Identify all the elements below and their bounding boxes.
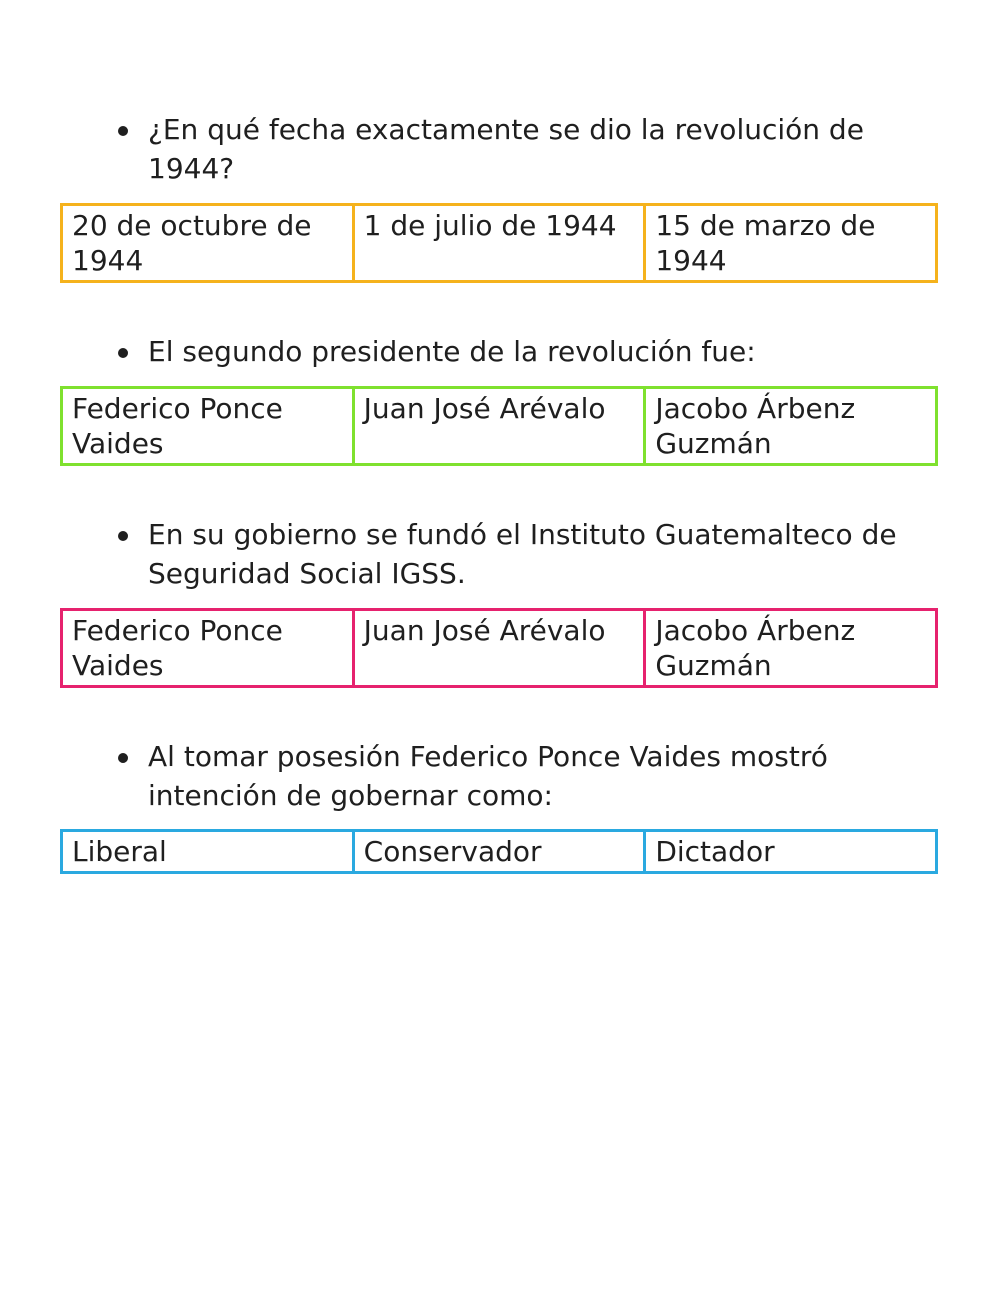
question-4-option-3[interactable]: Dictador	[645, 831, 937, 873]
question-4-option-2[interactable]: Conservador	[353, 831, 645, 873]
bullet-icon	[118, 126, 128, 136]
question-1-option-2[interactable]: 1 de julio de 1944	[353, 205, 645, 282]
question-3-text: En su gobierno se fundó el Instituto Guatemalteco de Seguridad Social IGSS.	[148, 518, 897, 590]
question-1-options	[60, 203, 938, 283]
question-3-option-1[interactable]: Federico Ponce Vaides	[62, 610, 354, 687]
question-3-option-2[interactable]: Juan José Arévalo	[353, 610, 645, 687]
question-2-option-1[interactable]: Federico Ponce Vaides	[62, 388, 354, 465]
question-2-option-3[interactable]: Jacobo Árbenz Guzmán	[645, 388, 937, 465]
question-1-option-3[interactable]: 15 de marzo de 1944	[645, 205, 937, 282]
bullet-icon	[118, 348, 128, 358]
question-2-text: El segundo presidente de la revolución fue:	[148, 335, 756, 368]
question-2-options	[60, 386, 938, 466]
bullet-icon	[118, 753, 128, 763]
bullet-icon	[118, 531, 128, 541]
question-1-text: ¿En qué fecha exactamente se dio la revolución de 1944?	[148, 113, 864, 185]
question-1-option-1[interactable]: 20 de octubre de 1944	[62, 205, 354, 282]
question-4-options	[60, 829, 938, 874]
question-3-option-3[interactable]: Jacobo Árbenz Guzmán	[645, 610, 937, 687]
question-2-option-2[interactable]: Juan José Arévalo	[353, 388, 645, 465]
question-3-options	[60, 608, 938, 688]
question-4-text: Al tomar posesión Federico Ponce Vaides mostró intención de gobernar como:	[148, 740, 828, 812]
question-4-option-1[interactable]: Liberal	[62, 831, 354, 873]
